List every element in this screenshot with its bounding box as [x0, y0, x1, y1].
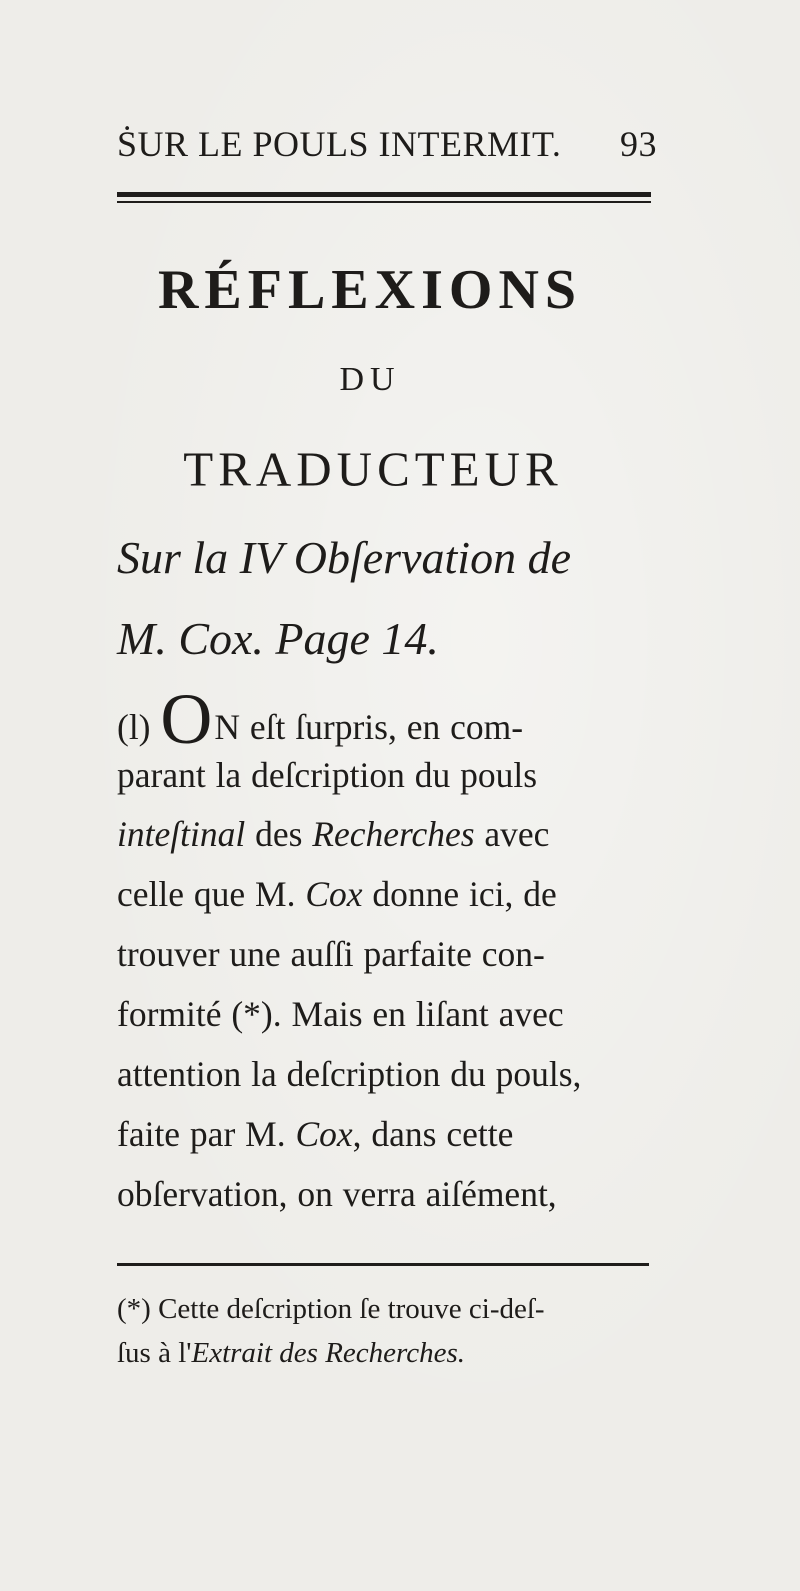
- note-marker: (l): [117, 707, 151, 747]
- body-line-5: trouver une auſſi parfaite con-: [117, 934, 545, 974]
- header-rule: [117, 192, 651, 206]
- header-rule-thick: [117, 192, 651, 197]
- body-line-4: [117, 874, 677, 914]
- subtitle-line-1: Sur la IV Obſervation de: [117, 532, 571, 583]
- body-line-1-text: N eſt ſurpris, en com-: [214, 707, 524, 747]
- drop-cap: O: [160, 679, 213, 759]
- body-line-4-italic: Cox: [305, 874, 363, 914]
- footnote-line-2-a: ſus à l': [117, 1337, 192, 1369]
- running-head-title: ṠUR LE POULS INTERMIT.: [117, 124, 562, 164]
- running-head: [117, 123, 657, 169]
- body-line-9: obſervation, on verra aiſément,: [117, 1174, 557, 1214]
- body-line-4-a: celle que M.: [117, 874, 306, 914]
- footnote-rule: [117, 1263, 649, 1266]
- heading-reflexions: RÉFLEXIONS: [157, 259, 583, 321]
- body-line-4-b: donne ici, de: [362, 874, 557, 914]
- body-line-8: [117, 1114, 677, 1154]
- body-line-7: attention la deſcription du pouls,: [117, 1054, 582, 1094]
- body-line-2: parant la deſcription du pouls: [117, 755, 538, 795]
- footnote-line-2: [117, 1339, 677, 1368]
- page-number: 93: [620, 124, 657, 164]
- body-line-6: formité (*). Mais en liſant avec: [117, 994, 564, 1034]
- body-line-8-a: faite par M.: [117, 1114, 296, 1154]
- body-line-3-italic-2: Recherches: [312, 814, 475, 854]
- body-line-3: [117, 814, 677, 854]
- body-line-3-italic-1: inteſtinal: [117, 814, 246, 854]
- body-line-3-mid: des: [245, 814, 313, 854]
- body-line-8-b: , dans cette: [352, 1114, 514, 1154]
- heading-du: DU: [339, 361, 401, 398]
- body-line-8-italic: Cox: [295, 1114, 353, 1154]
- body-line-1: [117, 679, 677, 759]
- body-line-3-end: avec: [474, 814, 550, 854]
- header-rule-thin: [117, 201, 651, 203]
- heading-traducteur: TRADUCTEUR: [183, 441, 563, 497]
- footnote-line-1: (*) Cette deſcription ſe trouve ci-deſ-: [117, 1293, 545, 1325]
- footnote-line-2-italic: Extrait des Recherches.: [191, 1337, 466, 1369]
- subtitle-line-2: M. Cox. Page 14.: [117, 613, 439, 664]
